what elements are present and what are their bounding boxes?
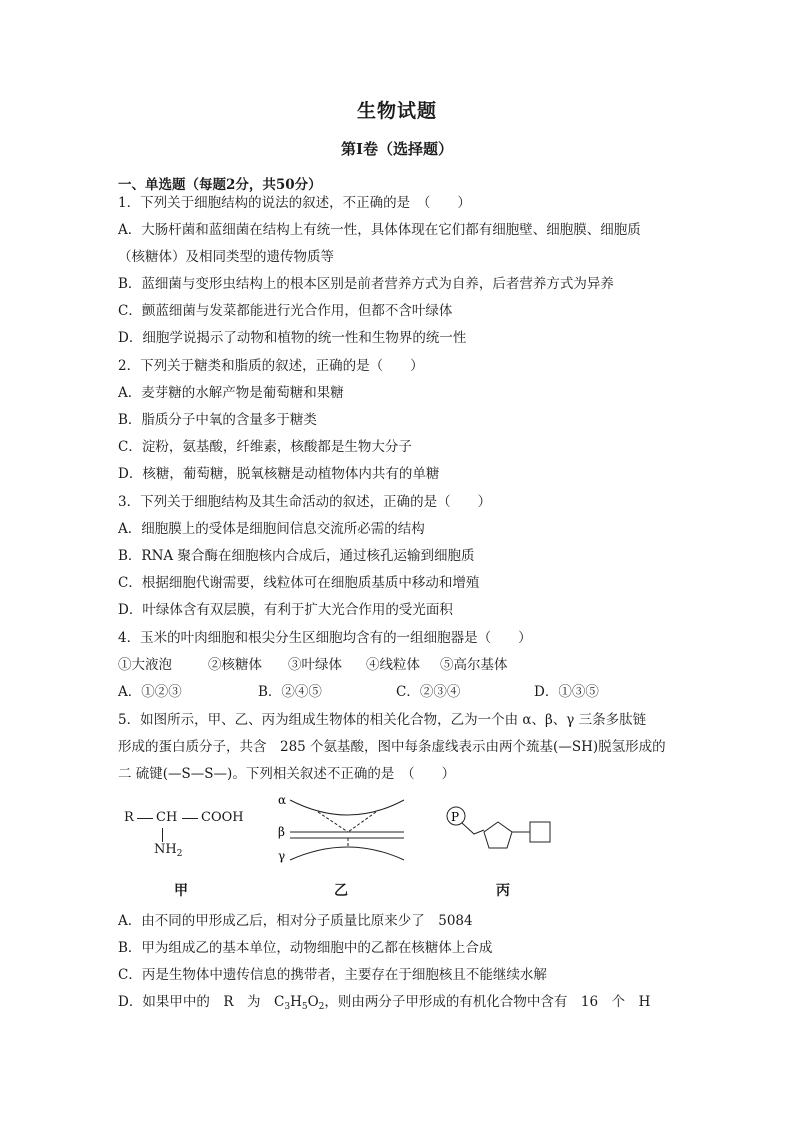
q3-option-c: C．根据细胞代谢需要，线粒体可在细胞质基质中移动和增殖 bbox=[118, 575, 480, 591]
pentose-pentagon bbox=[484, 822, 512, 848]
nucleotide-diagram bbox=[440, 802, 560, 862]
q4-item: ②核糖体 bbox=[208, 657, 262, 673]
q1-option-a: A．大肠杆菌和蓝细菌在结构上有统一性，具体体现在它们都有细胞壁、细胞膜、细胞质 bbox=[118, 222, 641, 238]
gamma-label: γ bbox=[278, 849, 286, 863]
q5-stem-line2: 形成的蛋白质分子，共含 285 个氨基酸，图中每条虚线表示由两个巯基(—SH)脱氢形成的 bbox=[118, 739, 666, 755]
label-bing: 丙 bbox=[496, 883, 510, 899]
q1-option-d: D．细胞学说揭示了动物和植物的统一性和生物界的统一性 bbox=[118, 330, 467, 346]
q3-option-a: A．细胞膜上的受体是细胞间信息交流所必需的结构 bbox=[118, 521, 425, 537]
q5-option-d: D．如果甲中的 R 为 $C_3H_5O_2$，则由两分子甲形成的有机化合物中含有 16 个 H bbox=[118, 994, 651, 1012]
section-subtitle: 第Ⅰ卷（选择题） bbox=[340, 140, 454, 158]
q3-option-b: B．RNA 聚合酶在细胞核内合成后，通过核孔运输到细胞质 bbox=[118, 548, 475, 564]
q5-stem-line1: 5．如图所示，甲、乙、丙为组成生物体的相关化合物，乙为一个由 α、β、γ 三条多肽链 bbox=[118, 712, 647, 728]
q3-stem: 3．下列关于细胞结构及其生命活动的叙述，正确的是（ ） bbox=[118, 494, 492, 510]
beta-label: β bbox=[278, 825, 285, 839]
q4-option-c: C．②③④ bbox=[396, 684, 461, 700]
q5-figure bbox=[118, 790, 598, 900]
alpha-chain bbox=[290, 800, 404, 815]
page-title: 生物试题 bbox=[356, 100, 437, 122]
q5-option-b: B．甲为组成乙的基本单位，动物细胞中的乙都在核糖体上合成 bbox=[118, 940, 493, 956]
q1-option-c: C．颤蓝细菌与发菜都能进行光合作用，但都不含叶绿体 bbox=[118, 303, 453, 319]
phosphate-label: P bbox=[451, 810, 460, 824]
q2-option-a: A．麦芽糖的水解产物是葡萄糖和果糖 bbox=[118, 385, 344, 401]
q5-option-a: A．由不同的甲形成乙后，相对分子质量比原来少了 5084 bbox=[118, 913, 473, 929]
bond-line bbox=[137, 818, 153, 819]
q4-item: ⑤高尔基体 bbox=[440, 657, 508, 673]
alpha-label: α bbox=[278, 793, 287, 807]
q4-option-a: A．①②③ bbox=[118, 684, 182, 700]
q4-item: ④线粒体 bbox=[366, 657, 420, 673]
q4-item: ①大液泡 bbox=[118, 657, 172, 673]
q4-option-b: B．②④⑤ bbox=[258, 684, 322, 700]
q2-stem: 2．下列关于糖类和脂质的叙述，正确的是（ ） bbox=[118, 358, 424, 374]
q2-option-c: C．淀粉，氨基酸，纤维素，核酸都是生物大分子 bbox=[118, 439, 412, 455]
amino-acid-structure bbox=[118, 808, 258, 868]
section-heading: 一、单选题（每题2分，共50分） bbox=[118, 177, 322, 193]
q2-option-b: B．脂质分子中氧的含量多于糖类 bbox=[118, 412, 317, 428]
gamma-chain bbox=[290, 847, 404, 860]
nh2-label: $NH_2$ bbox=[154, 842, 183, 859]
cooh-label: COOH bbox=[201, 810, 244, 825]
q4-option-d: D．①③⑤ bbox=[534, 684, 599, 700]
q5-option-c: C．丙是生物体中遗传信息的携带者，主要存在于细胞核且不能继续水解 bbox=[118, 967, 547, 983]
r-group-label: R bbox=[124, 810, 134, 825]
bond-line bbox=[462, 823, 484, 834]
bond-line bbox=[182, 818, 198, 819]
q4-stem: 4．玉米的叶肉细胞和根尖分生区细胞均含有的一组细胞器是（ ） bbox=[118, 630, 532, 646]
q3-option-d: D．叶绿体含有双层膜，有利于扩大光合作用的受光面积 bbox=[118, 602, 453, 618]
q4-item: ③叶绿体 bbox=[288, 657, 342, 673]
q1-option-b: B．蓝细菌与变形虫结构上的根本区别是前者营养方式为自养，后者营养方式为异养 bbox=[118, 276, 614, 292]
base-square bbox=[530, 822, 550, 842]
q1-option-a-cont: （核糖体）及相同类型的遗传物质等 bbox=[118, 249, 334, 265]
ch-label: CH bbox=[156, 810, 178, 825]
protein-diagram bbox=[268, 790, 418, 872]
q1-stem: 1．下列关于细胞结构的说法的叙述，不正确的是 （ ） bbox=[118, 195, 471, 211]
label-yi: 乙 bbox=[334, 883, 348, 899]
bond-line bbox=[162, 828, 163, 842]
q5-stem-line3: 二 硫键(—S—S—)。下列相关叙述不正确的是 （ ） bbox=[118, 766, 456, 782]
q2-option-d: D．核糖，葡萄糖，脱氧核糖是动植物体内共有的单糖 bbox=[118, 466, 440, 482]
label-jia: 甲 bbox=[174, 883, 188, 899]
